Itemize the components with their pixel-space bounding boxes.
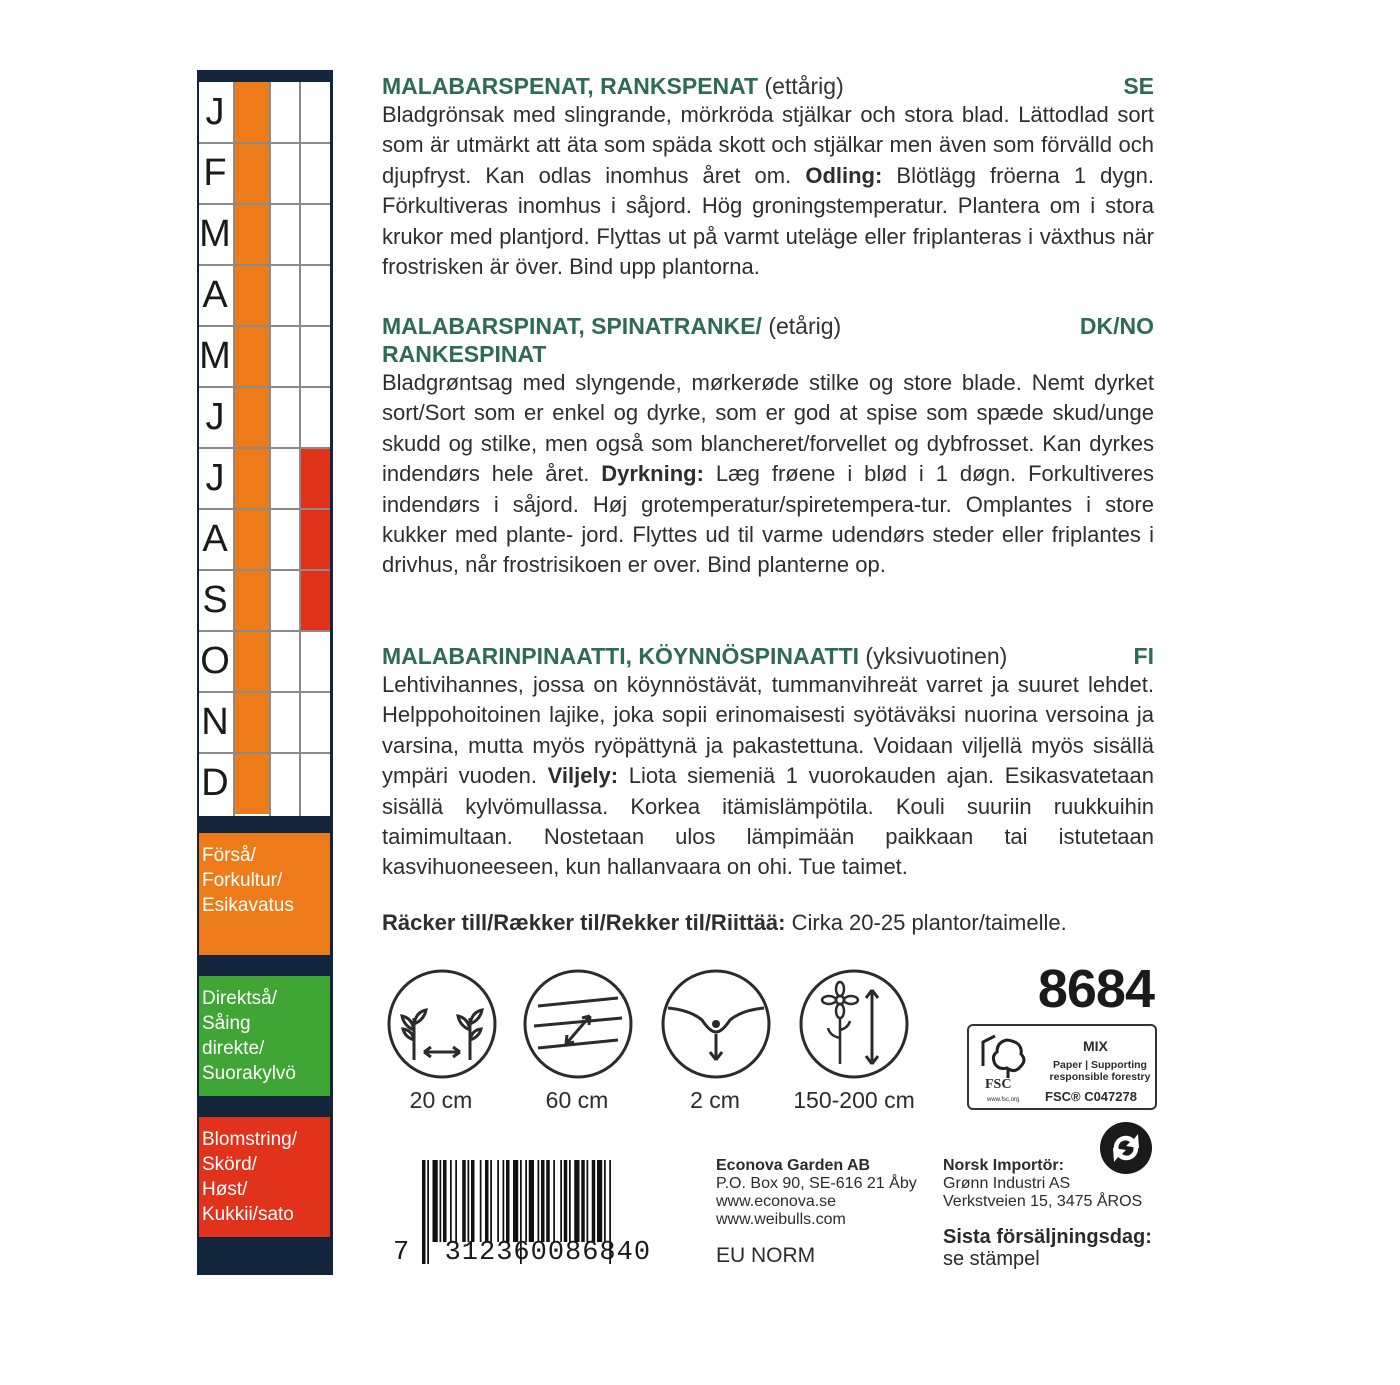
barcode-bar [513,1160,518,1242]
presowing-cell [235,326,269,387]
barcode-bar [546,1160,550,1242]
legend-presowing [199,833,330,955]
legend-harvest [199,1117,330,1237]
last-sale-day [943,1226,1152,1270]
calendar-month-row [199,692,330,753]
barcode-bar [471,1160,475,1242]
presowing-cell [235,631,269,692]
calendar-grid [199,82,330,816]
calendar-grid-line [199,630,330,632]
direct-sowing-cell [269,509,299,570]
legend-direct-line: Direktså/ [202,988,277,1009]
direct-sowing-cell [269,387,299,448]
calendar-grid-line [199,203,330,205]
harvest-cell [299,265,330,326]
barcode-bar [587,1160,589,1242]
legend-harvest-line: Blomstring/ [202,1129,298,1150]
calendar-month-row [199,265,330,326]
barcode-bar [450,1160,452,1242]
barcode-bar [529,1160,534,1242]
direct-sowing-cell [269,631,299,692]
last-sale-title: Sista försäljningsdag: [943,1226,1152,1248]
language-code: FI [1133,643,1154,669]
calendar-grid-line [199,691,330,693]
barcode-bar [569,1160,571,1242]
barcode-bar [506,1160,510,1242]
harvest-cell [299,82,330,143]
barcode-right-digits: 086840 [547,1238,652,1268]
calendar-grid-line [199,569,330,571]
calendar-month-row [199,143,330,204]
section-body [382,670,1154,883]
harvest-cell [299,570,330,631]
presowing-cell [235,265,269,326]
calendar-month-row [199,570,330,631]
calendar-month-row [199,326,330,387]
barcode-bar [560,1160,562,1242]
month-letter: J [205,91,225,133]
calendar-grid-line [233,82,235,816]
direct-sowing-cell [269,570,299,631]
barcode-digits [393,1238,651,1268]
legend-direct-sowing [199,976,330,1096]
direct-sowing-cell [269,82,299,143]
section-title: MALABARSPENAT, RANKSPENAT [382,73,759,99]
legend-harvest-line: Kukkii/sato [202,1204,294,1225]
calendar-grid-line [199,325,330,327]
calendar-grid-line [199,508,330,510]
legend-harvest-line: Høst/ [202,1179,248,1200]
section-body [382,100,1154,282]
company-web-2: www.weibulls.com [716,1211,846,1228]
barcode-bar [455,1160,457,1242]
barcode-bar [462,1160,466,1242]
legend-presowing-line: Förså/ [202,845,256,866]
calendar-month-row [199,387,330,448]
last-sale-value: se stämpel [943,1248,1040,1270]
harvest-cell [299,509,330,570]
sowing-calendar [197,70,333,1275]
calendar-grid-line [199,752,330,754]
presowing-cell [235,82,269,143]
month-letter: O [200,640,230,682]
barcode-left-digits: 312360 [444,1238,548,1268]
month-letter: N [201,701,229,743]
barcode-bar [581,1160,585,1242]
presowing-cell [235,692,269,753]
legend-direct-line: Suorakylvö [202,1063,296,1084]
section-note: (ettårig) [758,73,844,99]
barcode-bar [541,1160,545,1242]
month-letter: J [205,396,225,438]
barcode-bar [538,1160,540,1242]
legend-presowing-line: Esikavatus [202,895,294,916]
calendar-grid-line [199,142,330,144]
language-code: SE [1123,73,1154,99]
calendar-grid-line [199,264,330,266]
plant-spacing-icon [386,968,498,1080]
fsc-code: FSC® C047278 [1045,1089,1137,1104]
body-intro: Bladgrönsak med slingrande, mörkröda stjälkar och stora blad. Lättodlad sort som är utmärkt att äta som späda skott och stjälkar men även som förvälld och djupfryst. Kan odlas inomhus året om. [382,102,1154,188]
barcode-bar [592,1160,596,1242]
direct-sowing-cell [269,326,299,387]
body-label: Viljely: [547,763,619,789]
coverage-value: Cirka 20-25 plantor/taimelle. [785,910,1067,935]
importer-name: Grønn Industri AS [943,1175,1071,1192]
harvest-cell [299,692,330,753]
calendar-month-row [199,631,330,692]
legend-presowing-line: Forkultur/ [202,870,283,891]
section-heading [382,72,1154,100]
calendar-grid-line [199,447,330,449]
product-number: 8684 [1037,959,1154,1019]
section-heading [382,312,1154,340]
plant-height-icon [798,968,910,1080]
section-danish-norwegian [382,312,1154,581]
barcode-bar [480,1160,482,1242]
barcode-first-digit: 7 [393,1238,411,1268]
plant-height-label: 150-200 cm [793,1087,915,1113]
section-title: MALABARSPINAT, SPINATRANKE/ [382,313,762,339]
barcode-bar [497,1160,499,1242]
coverage-label: Räcker till/Rækker til/Rekker til/Riittää: [382,910,786,935]
language-code: DK/NO [1079,313,1154,339]
section-swedish [382,72,1154,282]
presowing-cell [235,448,269,509]
calendar-month-row [199,753,330,814]
body-rest: Læg frøene i blød i 1 døgn. Forkultiveres indendørs i såjord. Høj grotemperatur/spiretempera-tur. Omplantes i store kukker med plante- jord. Flyttes ud til varme udendørs steder eller friplantes i drivhus, når frostrisikoen er over. Bind planterne op. [382,461,1155,578]
direct-sowing-cell [269,692,299,753]
sowing-depth-label: 2 cm [690,1087,740,1113]
direct-sowing-cell [269,143,299,204]
presowing-cell [235,204,269,265]
coverage-line [382,910,1067,936]
barcode-bar [553,1160,555,1242]
barcode-bar [433,1160,438,1242]
month-letter: M [199,213,231,255]
fsc-paper-text: Paper | Supporting responsible forestry [1049,1059,1151,1083]
company-name: Econova Garden AB [716,1157,871,1174]
harvest-cell [299,753,330,814]
month-letter: D [201,762,229,804]
body-intro: Lehtivihannes, jossa on köynnöstävät, tummanvihreät varret ja suuret lehdet. Helppohoitoinen lajike, joka sopii erinomaisesti syötäväksi nuorina versoina ja varsina, mutta myös ryöpättynä ja pakastettuna. Voidaan viljellä myös sisällä ympäri vuoden. [382,672,1154,789]
section-note: (yksivuotinen) [859,643,1008,669]
harvest-cell [299,143,330,204]
body-rest: Blötlägg fröerna 1 dygn. Förkultiveras inomhus i såjord. Hög groningstemperatur. Plantera om i stora krukor med plantjord. Flyttas ut på varmt uteläge eller friplanteras i växthus när frostrisken är över. Bind upp plantorna. [382,162,1154,280]
calendar-month-row [199,204,330,265]
direct-sowing-cell [269,448,299,509]
fsc-url: www.fsc.org [987,1097,1020,1103]
body-intro: Bladgrøntsag med slyngende, mørkerøde stilke og store blade. Nemt dyrket sort/Sort som er enkel og dyrke, som er god at spise som spæde skud/unge skudd og stilke, men også som blancheret/forvellet og dybfrosset. Kan dyrkes indendørs hele året. [382,370,1154,487]
eu-norm: EU NORM [716,1244,816,1267]
direct-sowing-cell [269,204,299,265]
section-title-line2: RANKESPINAT [382,341,547,367]
presowing-cell [235,509,269,570]
calendar-grid-line [199,386,330,388]
barcode-bar [440,1160,442,1242]
month-letter: A [202,518,228,560]
presowing-cell [235,143,269,204]
fsc-mix: MIX [1083,1038,1108,1054]
importer-address: Verkstveien 15, 3475 ÅROS [943,1193,1143,1210]
calendar-grid-line [299,82,301,816]
company-address: P.O. Box 90, SE-616 21 Åby [716,1175,917,1192]
section-note: (etårig) [761,313,842,339]
sowing-depth-icon [660,968,772,1080]
calendar-grid-line [269,82,271,816]
direct-sowing-cell [269,265,299,326]
month-letter: J [205,457,225,499]
legend-direct-line: Såing [202,1013,251,1034]
fsc-logo-text: FSC [985,1077,1012,1092]
importer-title: Norsk Importör: [943,1157,1064,1174]
barcode-bar [468,1160,470,1242]
harvest-cell [299,387,330,448]
row-spacing-icon [522,968,634,1080]
section-heading [382,642,1154,670]
fsc-label [967,1024,1157,1110]
body-rest: Liota siemeniä 1 vuorokauden ajan. Esikasvatetaan sisällä kylvömullassa. Korkea itämislämpötila. Kouli suuriin ruukkuihin taimimultaan. Nostetaan ulos lämpimään paikkaan tai istutetaan kasvihuoneeseen, kun hallanvaara on ohi. Tue taimet. [382,763,1154,880]
body-label: Odling: [805,162,883,188]
month-letter: M [199,335,231,377]
harvest-cell [299,204,330,265]
plant-spacing-label: 20 cm [409,1087,473,1113]
calendar-month-row [199,448,330,509]
direct-sowing-cell [269,753,299,814]
barcode-bar [485,1160,489,1242]
recycle-icon [1098,1120,1154,1176]
legend-harvest-line: Skörd/ [202,1154,257,1175]
harvest-cell [299,448,330,509]
presowing-cell [235,753,269,814]
body-label: Dyrkning: [601,461,704,487]
company-info [716,1157,917,1229]
section-body [382,368,1154,581]
barcode-bar [525,1160,527,1242]
section-finnish [382,642,1154,883]
month-letter: S [202,579,228,621]
month-letter: A [202,274,228,316]
presowing-cell [235,387,269,448]
section-title: MALABARINPINAATTI, KÖYNNÖSPINAATTI [382,643,860,669]
barcode-bar [574,1160,579,1242]
barcode-bar [564,1160,568,1242]
legend-direct-line: direkte/ [202,1038,265,1059]
harvest-cell [299,631,330,692]
barcode-bar [597,1160,602,1242]
barcode-bar [490,1160,492,1242]
presowing-cell [235,570,269,631]
barcode-bar [443,1160,447,1242]
calendar-month-row [199,82,330,143]
month-letter: F [203,152,227,194]
company-web-1: www.econova.se [716,1193,837,1210]
fsc-tree-icon [977,1032,1035,1080]
barcode-bar [503,1160,505,1242]
harvest-cell [299,326,330,387]
barcode-bar [604,1160,606,1242]
calendar-month-row [199,509,330,570]
row-spacing-label: 60 cm [545,1087,609,1113]
